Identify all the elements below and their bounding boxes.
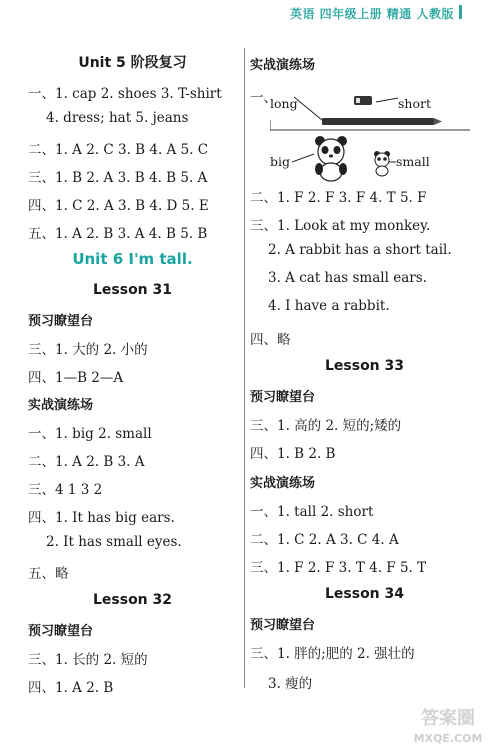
unit6-title: Unit 6 I'm tall. — [72, 250, 193, 268]
page-header — [0, 0, 500, 26]
answer-line: 二、1. A 2. C 3. B 4. A 5. C — [28, 142, 209, 158]
answer-line: 3. 瘦的 — [268, 676, 313, 692]
answer-line: 2. A rabbit has a short tail. — [268, 242, 452, 258]
answer-line: 三、1. 高的 2. 短的;矮的 — [250, 418, 402, 434]
answer-line: 4. dress; hat 5. jeans — [46, 110, 189, 126]
answer-line: 四、1—B 2—A — [28, 370, 124, 386]
answer-line: 二、1. A 2. B 3. A — [28, 454, 145, 470]
preview-heading: 预习瞭望台 — [28, 314, 94, 329]
answer-line: 一、1. cap 2. shoes 3. T-shirt — [28, 86, 222, 102]
answer-line: 五、略 — [28, 566, 69, 582]
answer-line: 三、1. 长的 2. 短的 — [28, 652, 148, 668]
practice-heading: 实战演练场 — [28, 398, 94, 413]
answer-line: 三、1. F 2. F 3. T 4. F 5. T — [250, 560, 427, 576]
answer-line: 四、1. It has big ears. — [28, 510, 175, 526]
preview-heading: 预习瞭望台 — [250, 618, 316, 633]
answer-line: 四、1. C 2. A 3. B 4. D 5. E — [28, 198, 209, 214]
preview-heading: 预习瞭望台 — [28, 624, 94, 639]
practice-heading: 实战演练场 — [250, 58, 316, 73]
answer-line: 四、略 — [250, 332, 291, 348]
header-title: 英语 四年级上册 精通 人教版 — [289, 6, 454, 21]
answer-line: 4. I have a rabbit. — [268, 298, 390, 314]
svg-text:答案圈: 答案圈 — [421, 708, 475, 729]
word-small: small — [396, 154, 430, 169]
answer-line: 三、4 1 3 2 — [28, 482, 103, 498]
lesson31-title: Lesson 31 — [92, 282, 173, 298]
word-long: long — [270, 96, 298, 111]
lesson34-title: Lesson 34 — [324, 586, 405, 602]
watermark-logo — [398, 702, 498, 748]
word-big: big — [270, 154, 291, 169]
unit5-title: Unit 5 阶段复习 — [78, 55, 187, 71]
answer-line: 二、1. C 2. A 3. C 4. A — [250, 532, 399, 548]
answer-line: 一、1. big 2. small — [28, 426, 152, 442]
preview-heading: 预习瞭望台 — [250, 390, 316, 405]
answer-line: 四、1. A 2. B — [28, 680, 114, 696]
answer-line: 3. A cat has small ears. — [268, 270, 427, 286]
answer-line: 三、1. 胖的;肥的 2. 强壮的 — [250, 646, 415, 662]
answer-line: 三、1. Look at my monkey. — [250, 218, 431, 234]
lesson33-title: Lesson 33 — [324, 358, 405, 374]
answer-line: 四、1. B 2. B — [250, 446, 336, 462]
answer-line: 一、1. tall 2. short — [250, 504, 374, 520]
lesson32-title: Lesson 32 — [92, 592, 173, 608]
panda-illustration — [292, 132, 402, 182]
drawing-item-label: 一、 — [250, 90, 277, 106]
svg-text:MXQE.COM: MXQE.COM — [413, 732, 483, 745]
practice-heading: 实战演练场 — [250, 476, 316, 491]
answer-line: 五、1. A 2. B 3. A 4. B 5. B — [28, 226, 208, 242]
answer-line: 二、1. F 2. F 3. F 4. T 5. F — [250, 190, 427, 206]
word-short: short — [398, 96, 431, 111]
answer-line: 三、1. 大的 2. 小的 — [28, 342, 148, 358]
answer-line: 三、1. B 2. A 3. B 4. B 5. A — [28, 170, 208, 186]
column-divider — [244, 48, 245, 688]
pencil-illustration — [270, 82, 470, 132]
answer-line: 2. It has small eyes. — [46, 534, 182, 550]
header-accent-bar — [459, 5, 462, 19]
